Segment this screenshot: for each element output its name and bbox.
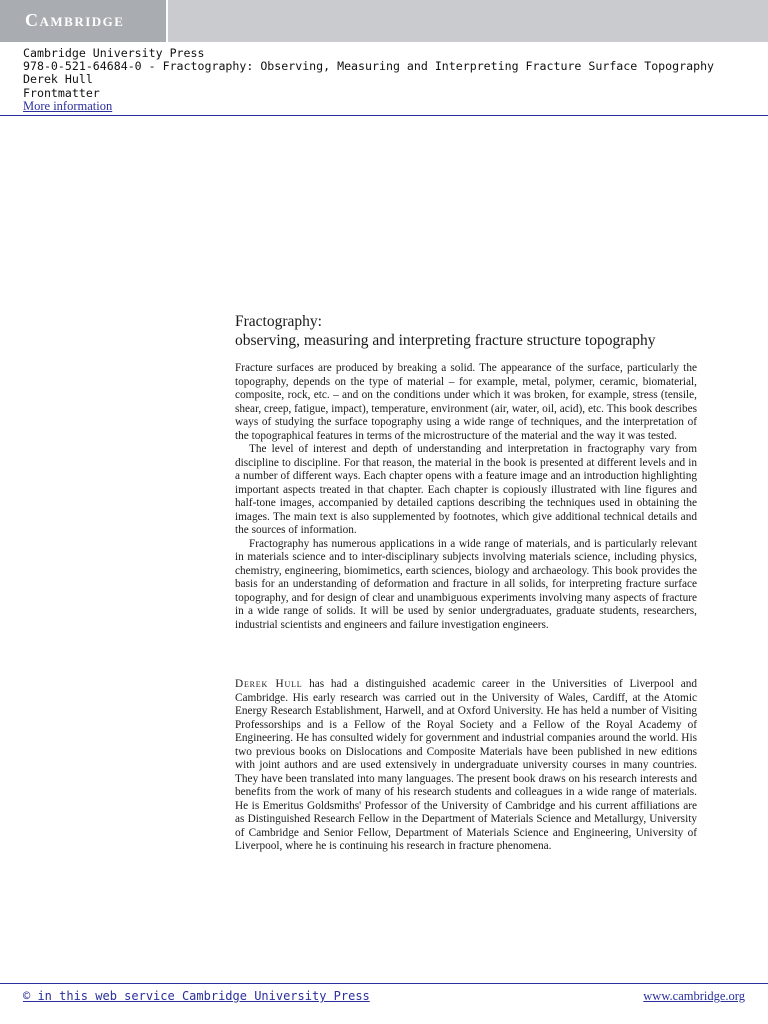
author-bio-name: Derek Hull [235, 678, 303, 690]
section-line: Frontmatter [23, 85, 100, 100]
header-divider [0, 115, 768, 116]
publisher-line: Cambridge University Press [23, 46, 205, 60]
header-bar-fill [168, 0, 768, 42]
book-title-line1: Fractography: [235, 313, 322, 330]
author-bio [235, 678, 697, 854]
author-bio-text: has had a distinguished academic career in the Universities of Liverpool and Cambridge. His early research was carried out in the University of Wales, Cardiff, at the Atomic Energy Research Establishment, Harwell, and at Oxford University. He has held a number of Visiting Professorships and is a Fellow of the Royal Society and a Fellow of the Royal Academy of Engineering. He has consulted widely for government and industrial companies around the world. His two previous books on Dislocations and Composite Materials have been published in new editions with joint authors and are used extensively in undergraduate university courses in many countries. They have been translated into many languages. The present book draws on his research interests and benefits from the work of many of his research students and colleagues in a wide range of materials. He is Emeritus Goldsmiths' Professor of the University of Cambridge and his current affiliations are as Distinguished Research Fellow in the Department of Materials Science and Metallurgy, University of Cambridge and Senior Fellow, Department of Materials Science and Engineering, University of Liverpool, where he is continuing his research in fracture phenomena. [235, 678, 698, 852]
footer-divider [0, 983, 768, 984]
copyright-link[interactable]: © in this web service Cambridge University Press [23, 989, 370, 1003]
description-paragraph-2: The level of interest and depth of understanding and interpretation in fractography vary from discipline to discipline. For that reason, the material in the book is presented at different levels and in a number of different ways. Each chapter opens with a feature image and an introduction highlighting important aspects treated in that chapter. Each chapter is copiously illustrated with line figures and half-tone images, accompanied by detailed captions describing the techniques used in obtaining the images. The main text is also supplemented by footnotes, which give additional technical details and the sources of information. [235, 443, 697, 536]
isbn-title-line: 978-0-521-64684-0 - Fractography: Observing, Measuring and Interpreting Fracture Surface Topography [23, 59, 715, 74]
document-metadata [23, 47, 714, 113]
book-title [235, 312, 715, 350]
book-description [235, 362, 697, 632]
description-paragraph-3: Fractography has numerous applications in a wide range of materials, and is particularly relevant in materials science and to inter-disciplinary subjects involving materials science, including physics, chemistry, engineering, biomimetics, earth sciences, biology and archaeology. This book provides the basis for an understanding of deformation and fracture in all solids, for interpreting fracture surface topography, and for design of clear and unambiguous experiments involving many aspects of fracture in a wide range of solids. It will be used by senior undergraduates, graduate students, researchers, industrial scientists and engineers and failure investigation engineers. [235, 537, 697, 631]
book-title-line2: observing, measuring and interpreting fracture structure topography [235, 332, 656, 349]
description-paragraph-1: Fracture surfaces are produced by breaking a solid. The appearance of the surface, particularly the topography, depends on the type of material – for example, metal, polymer, ceramic, biomaterial, composite, rock, etc. – and on the conditions under which it was broken, for example, stress (tensile, shear, creep, fatigue, impact), temperature, environment (air, water, oil, acid), etc. This book describes ways of studying the surface topography using a wide range of techniques, and the interpretation of the topographical features in terms of the microstructure of the material and the way it was tested. [235, 362, 697, 442]
cambridge-logo[interactable] [0, 0, 166, 42]
author-line: Derek Hull [23, 72, 93, 87]
cambridge-website-link[interactable]: www.cambridge.org [643, 989, 745, 1003]
logo-text: Cambridge [25, 10, 125, 30]
header-bar [0, 0, 768, 42]
more-information-link[interactable]: More information [23, 98, 113, 113]
